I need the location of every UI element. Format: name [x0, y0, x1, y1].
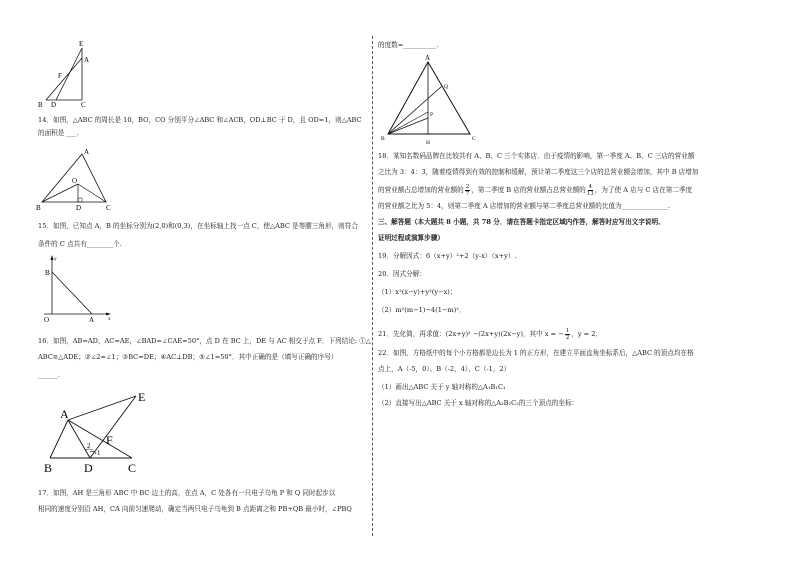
q20-part2: （2）m²(m−1)−4(1−m)²．	[378, 306, 466, 314]
q16-line1: 16．如图，AB=AD，AC=AE，∠BAD=∠CAE=50°，点 D 在 BC 上，DE 与 AC 相交于点 F．下列结论: ①△	[38, 337, 371, 345]
label-A: A	[84, 148, 90, 156]
q22-part1: （1）画出△ABC 关于 y 轴对称的△A₁B₁C₁	[378, 383, 506, 391]
label-C: C	[128, 461, 137, 475]
section-3-line1: 三、解答题（本大题共 8 小题，共 78 分．请在答题卡指定区域内作答，解答时应写出文字说明、	[378, 218, 665, 226]
label-F: F	[58, 72, 62, 80]
label-O: O	[44, 316, 50, 324]
label-B: B	[38, 101, 43, 109]
label-E: E	[79, 40, 84, 48]
label-H: H	[426, 140, 430, 146]
q16-line3: ______.	[38, 371, 60, 379]
fraction-denominator: 7	[465, 191, 470, 197]
label-E: E	[138, 390, 146, 404]
label-D: D	[76, 204, 82, 212]
q14-line2: 的面积是 ___.	[38, 129, 79, 137]
fraction-numerator: 4	[588, 184, 593, 190]
label-P: P	[430, 112, 434, 118]
label-A: A	[89, 316, 95, 324]
q21-part-a: 21．先化简，再求值：(2x+y)² −(2x+y)(2x−y)，其中 x = −	[378, 330, 564, 338]
q19: 19．分解因式：6（x+y）²+2（y-x）（x+y）.	[378, 252, 517, 260]
figure-q14	[34, 148, 114, 210]
fraction-4-13	[587, 184, 594, 197]
q22-part2: （2）直接写出△ABC 关于 x 轴对称的△A₂B₂C₂的三个顶点的坐标：	[378, 399, 579, 407]
q17-line2: 相同的速度分别沿 AH，CA 向前匀速爬动，确定当两只电子乌龟到 B 点距离之和 PB+QB 最小时，∠PBQ	[38, 505, 352, 513]
q21-part-b: ，y = 2．	[571, 330, 603, 338]
q14-line1: 14．如图，△ABC 的周长是 10，BO，CO 分别平分∠ABC 和∠ACB，OD⊥BC 于 D，且 OD=1，则△ABC	[38, 116, 362, 124]
q17-line1: 17．如图，AH 是三角形 ABC 中 BC 边上的高，在点 A，C 处各有一只电子乌龟 P 和 Q 同时起步以	[38, 489, 336, 497]
section-3-line2: 证明过程或演算步骤）	[378, 234, 444, 242]
fraction-1-2	[565, 328, 571, 341]
q18-line3-part-c: ，为了使 A 店与 C 店在第二季度	[594, 186, 693, 194]
figure-q15	[40, 252, 115, 322]
angle-label-1: 1	[97, 449, 101, 457]
figure-q17	[378, 52, 488, 150]
q18-line4: 的营业额之比为 5：4，则第二季度 A 店增加的营业额与第二季度总营业额的比值为______________.	[378, 202, 670, 210]
label-A: A	[84, 56, 90, 64]
label-B: B	[36, 204, 41, 212]
figure-q13	[34, 38, 94, 110]
label-B: B	[45, 269, 50, 277]
fraction-2-7	[465, 184, 471, 197]
label-A: A	[425, 54, 431, 62]
angle-label-2: 2	[87, 442, 91, 450]
figure-q16	[40, 388, 170, 478]
q17-tail: 的度数=__________.	[378, 41, 439, 49]
label-B: B	[44, 461, 53, 475]
q18-line2: 之比为 3：4：3，随着疫情得到有效的控制和缓解，预计第二季度这三个店的总营业额会增加，其中 B 店增加	[378, 168, 699, 176]
fraction-numerator: 1	[565, 328, 570, 334]
column-divider	[372, 36, 373, 536]
fraction-denominator: 13	[586, 191, 594, 197]
label-y: y	[54, 256, 57, 262]
q21	[378, 328, 602, 341]
label-Q: Q	[444, 84, 448, 90]
q20-part1: （1）x²(x−y)+y²(y−x)；	[378, 288, 457, 296]
label-A: A	[60, 407, 69, 421]
label-C: C	[106, 204, 111, 212]
label-C: C	[81, 101, 86, 109]
fraction-numerator: 2	[465, 184, 470, 190]
q16-line2: ABC≌△ADE；②∠2=∠1；③BC=DE；④AC⊥DB；⑤∠1=50°．其中正确的是（填写正确的序号）	[38, 353, 338, 361]
label-B: B	[381, 136, 385, 142]
q18-line1: 18．某知名数码品牌在比较共有 A、B、C 三个实体店．由于疫情的影响，第一季度 A、B、C 三店的营业额	[378, 152, 695, 160]
q18-line3-part-a: 的营业额占总增加的营业额的	[378, 186, 464, 194]
q15-line2: 条件的 C 点共有________个.	[38, 240, 122, 248]
label-x: x	[108, 316, 111, 322]
label-C: C	[472, 136, 476, 142]
q18-line3	[378, 184, 692, 197]
q22-line2: 点上，A（-5，0）、B（-2，4）、C（-1，2）	[378, 365, 511, 373]
q22-line1: 22．如图，方格纸中的每个小方格都是边长为 1 的正方形，在建立平面直角坐标系后，△ABC 的顶点均在格	[378, 349, 694, 357]
label-O: O	[72, 177, 78, 185]
q20-title: 20．因式分解：	[378, 270, 426, 278]
fraction-denominator: 2	[565, 335, 570, 341]
label-D: D	[51, 101, 57, 109]
label-D: D	[84, 461, 93, 475]
q15-line1: 15．如图，已知点 A，B 的坐标分别为(2,0)和(0,3)，在坐标轴上找一点 C，使△ABC 是等腰三角形，则符合	[38, 222, 358, 230]
q18-line3-part-b: ，第二季度 B 店的营业额占总营业额的	[471, 186, 586, 194]
label-F: F	[106, 433, 113, 447]
